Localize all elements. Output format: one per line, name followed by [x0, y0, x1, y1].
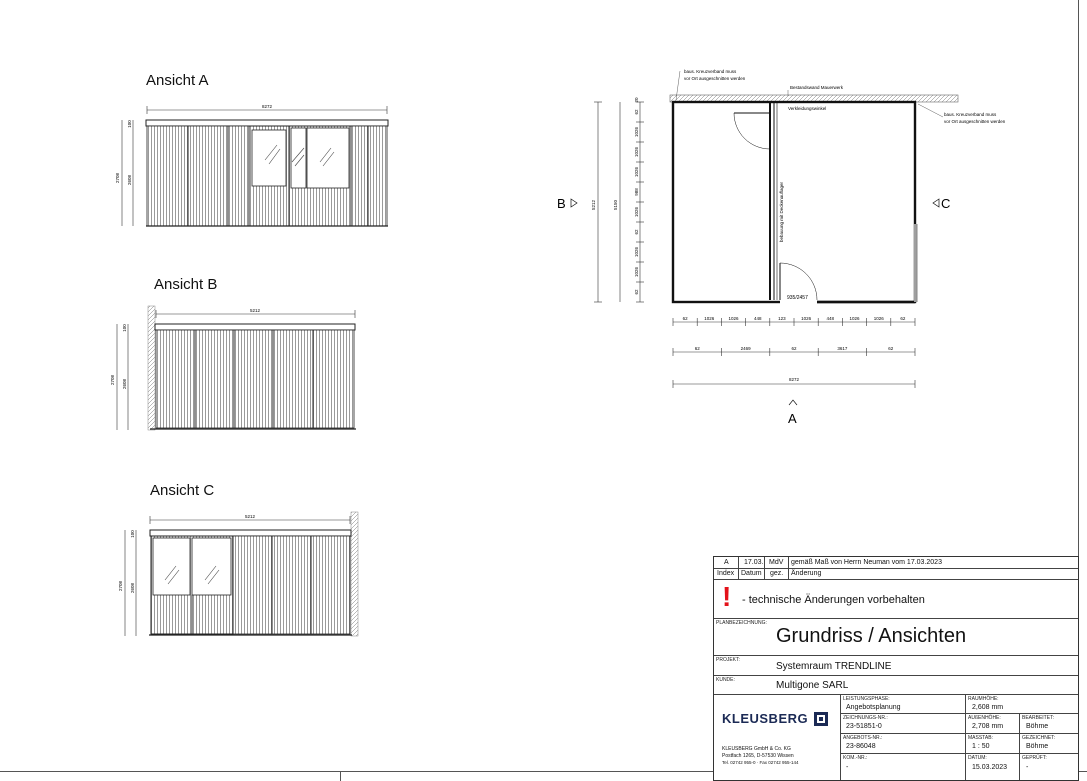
angebot-label: ANGEBOTS-NR.:	[843, 735, 883, 741]
plan-door-dim: 935/2457	[787, 295, 808, 301]
plan-left-seg-label: 62	[634, 289, 639, 295]
plan-left-seg-label: 1026	[634, 166, 639, 178]
rev-index: A	[724, 559, 729, 566]
plan-bottom-row1-label: 1026	[801, 316, 812, 321]
plan-label-a: A	[788, 411, 797, 426]
plan-label: PLANBEZEICHNUNG:	[716, 620, 767, 626]
plan-note-right-2: vor Ort ausgeschnitten werden	[944, 119, 1006, 124]
view-a-elevation	[115, 104, 388, 226]
view-a-dim-top: 100	[127, 120, 132, 128]
plan-note-left-2: vor Ort ausgeschnitten werden	[684, 76, 746, 81]
plan-bottom-total: 8272	[788, 377, 800, 382]
hdr-aenderung: Änderung	[791, 570, 822, 577]
view-b-dim-total: 2708	[110, 374, 115, 386]
warning-text: - technische Änderungen vorbehalten	[742, 594, 925, 606]
view-c-width-dim: 5212	[244, 514, 256, 519]
plan-note-left-1: baus. Kreuzverband muss	[684, 69, 737, 74]
plan-note-right-1: baus. Kreuzverband muss	[944, 112, 997, 117]
floor-plan	[557, 69, 1006, 426]
plan-left-seg-label: 1026	[634, 246, 639, 258]
view-b-dim-inner: 2608	[122, 378, 127, 390]
plan-bottom-row2-label: 62	[888, 346, 894, 351]
leistung-value: Angebotsplanung	[846, 704, 901, 711]
raumhoehe-label: RAUMHÖHE:	[968, 696, 999, 702]
view-c-dim-top: 100	[130, 530, 135, 538]
massstab-label: MASSTAB:	[968, 735, 993, 741]
view-a-width-dim: 8272	[261, 104, 273, 109]
plan-left-seg-label: 62	[634, 109, 639, 115]
plan-bottom-row1-label: 62	[682, 316, 688, 321]
plan-bottom-row1-label: 1026	[873, 316, 884, 321]
plan-bottom-row2-label: 2469	[740, 346, 751, 351]
datum-label: DATUM:	[968, 755, 987, 761]
bearbeitet-label: BEARBEITET:	[1022, 715, 1054, 721]
plan-label-c: C	[941, 196, 951, 211]
rev-date: 17.03.	[744, 559, 764, 566]
company-logo-text: KLEUSBERG	[722, 711, 809, 726]
plan-label-b: B	[557, 196, 566, 211]
view-c-elevation	[118, 512, 358, 636]
kunde-label: KUNDE:	[716, 677, 735, 683]
plan-bottom-row1-label: 1026	[704, 316, 715, 321]
plan-top-dim: 20	[634, 97, 639, 103]
view-a-title: Ansicht A	[146, 72, 209, 89]
geprueft-label: GEPRÜFT:	[1022, 755, 1047, 761]
datum-value: 15.03.2023	[972, 764, 1008, 771]
title-block	[713, 556, 1079, 781]
view-c-dim-inner: 2608	[130, 582, 135, 594]
plan-left-seg-label: 1026	[634, 146, 639, 158]
hdr-datum: Datum	[741, 570, 762, 577]
view-b-title: Ansicht B	[154, 276, 218, 293]
plan-left-dim-inner: 5150	[613, 199, 618, 211]
kom-label: KOM.-NR.:	[843, 755, 868, 761]
raumhoehe-value: 2,608 mm	[972, 704, 1004, 711]
company-logo	[722, 712, 828, 726]
kunde-value: Multigone SARL	[776, 680, 849, 691]
projekt-value: Systemraum TRENDLINE	[776, 661, 892, 672]
company-logo-icon	[814, 712, 828, 726]
aussenhoehe-value: 2,708 mm	[972, 723, 1004, 730]
plan-bottom-row2-label: 62	[694, 346, 700, 351]
bearbeitet-value: Böhme	[1026, 723, 1049, 730]
kom-value: -	[846, 764, 849, 771]
view-c-title: Ansicht C	[150, 482, 215, 499]
zeichnung-label: ZEICHNUNGS-NR.:	[843, 715, 888, 721]
company-addr: Postfach 1265, D-57530 Wissen	[722, 753, 794, 759]
rev-change: gemäß Maß von Herrn Neuman vom 17.03.2023	[791, 559, 942, 566]
view-b-elevation	[110, 306, 356, 430]
plan-left-seg-label: 62	[634, 229, 639, 235]
company-tel: Tel. 02742 955-0 · Fax 02742 955-144	[722, 760, 799, 765]
plan-note-angle: Verkleidungswinkel	[788, 106, 827, 111]
plan-bottom-row1-label: 448	[826, 316, 835, 321]
plan-note-wall: Bestandswand Mauerwerk	[790, 85, 844, 90]
leistung-label: LEISTUNGSPHASE:	[843, 696, 890, 702]
plan-left-seg-label: 988	[634, 188, 639, 196]
view-a-dim-total: 2708	[115, 172, 120, 184]
plan-bottom-row2-label: 3617	[837, 346, 848, 351]
hdr-gez: gez.	[770, 570, 784, 577]
plan-bottom-row1-label: 123	[778, 316, 786, 321]
massstab-value: 1 : 50	[972, 743, 990, 750]
warning-icon: !	[722, 581, 732, 612]
plan-title: Grundriss / Ansichten	[776, 625, 967, 647]
plan-bottom-row1-label: 1026	[849, 316, 860, 321]
aussenhoehe-label: AUßENHÖHE:	[968, 715, 1001, 721]
hdr-index: Index	[717, 570, 735, 577]
view-b-dim-top: 100	[122, 324, 127, 332]
view-a-dim-inner: 2608	[127, 174, 132, 186]
plan-bottom-row2-label: 62	[791, 346, 797, 351]
gezeichnet-label: GEZEICHNET:	[1022, 735, 1056, 741]
plan-note-ceiling: bebauung mit Deckenauflager	[779, 181, 784, 242]
geprueft-value: -	[1026, 764, 1029, 771]
company-name: KLEUSBERG GmbH & Co. KG	[722, 746, 791, 752]
view-c-dim-total: 2708	[118, 580, 123, 592]
plan-left-seg-label: 1026	[634, 266, 639, 278]
zeichnung-value: 23-51851-0	[846, 723, 882, 730]
projekt-label: PROJEKT:	[716, 657, 740, 663]
angebot-value: 23-86048	[846, 743, 876, 750]
plan-bottom-row1-label: 62	[900, 316, 906, 321]
gezeichnet-value: Böhme	[1026, 743, 1049, 750]
plan-left-dim-outer: 5212	[591, 199, 596, 211]
plan-left-seg-label: 1026	[634, 126, 639, 138]
view-b-width-dim: 5212	[249, 308, 261, 313]
plan-bottom-row1-label: 448	[753, 316, 762, 321]
rev-by: MdV	[769, 559, 784, 566]
plan-left-seg-label: 1026	[634, 206, 639, 218]
plan-bottom-row1-label: 1026	[728, 316, 739, 321]
